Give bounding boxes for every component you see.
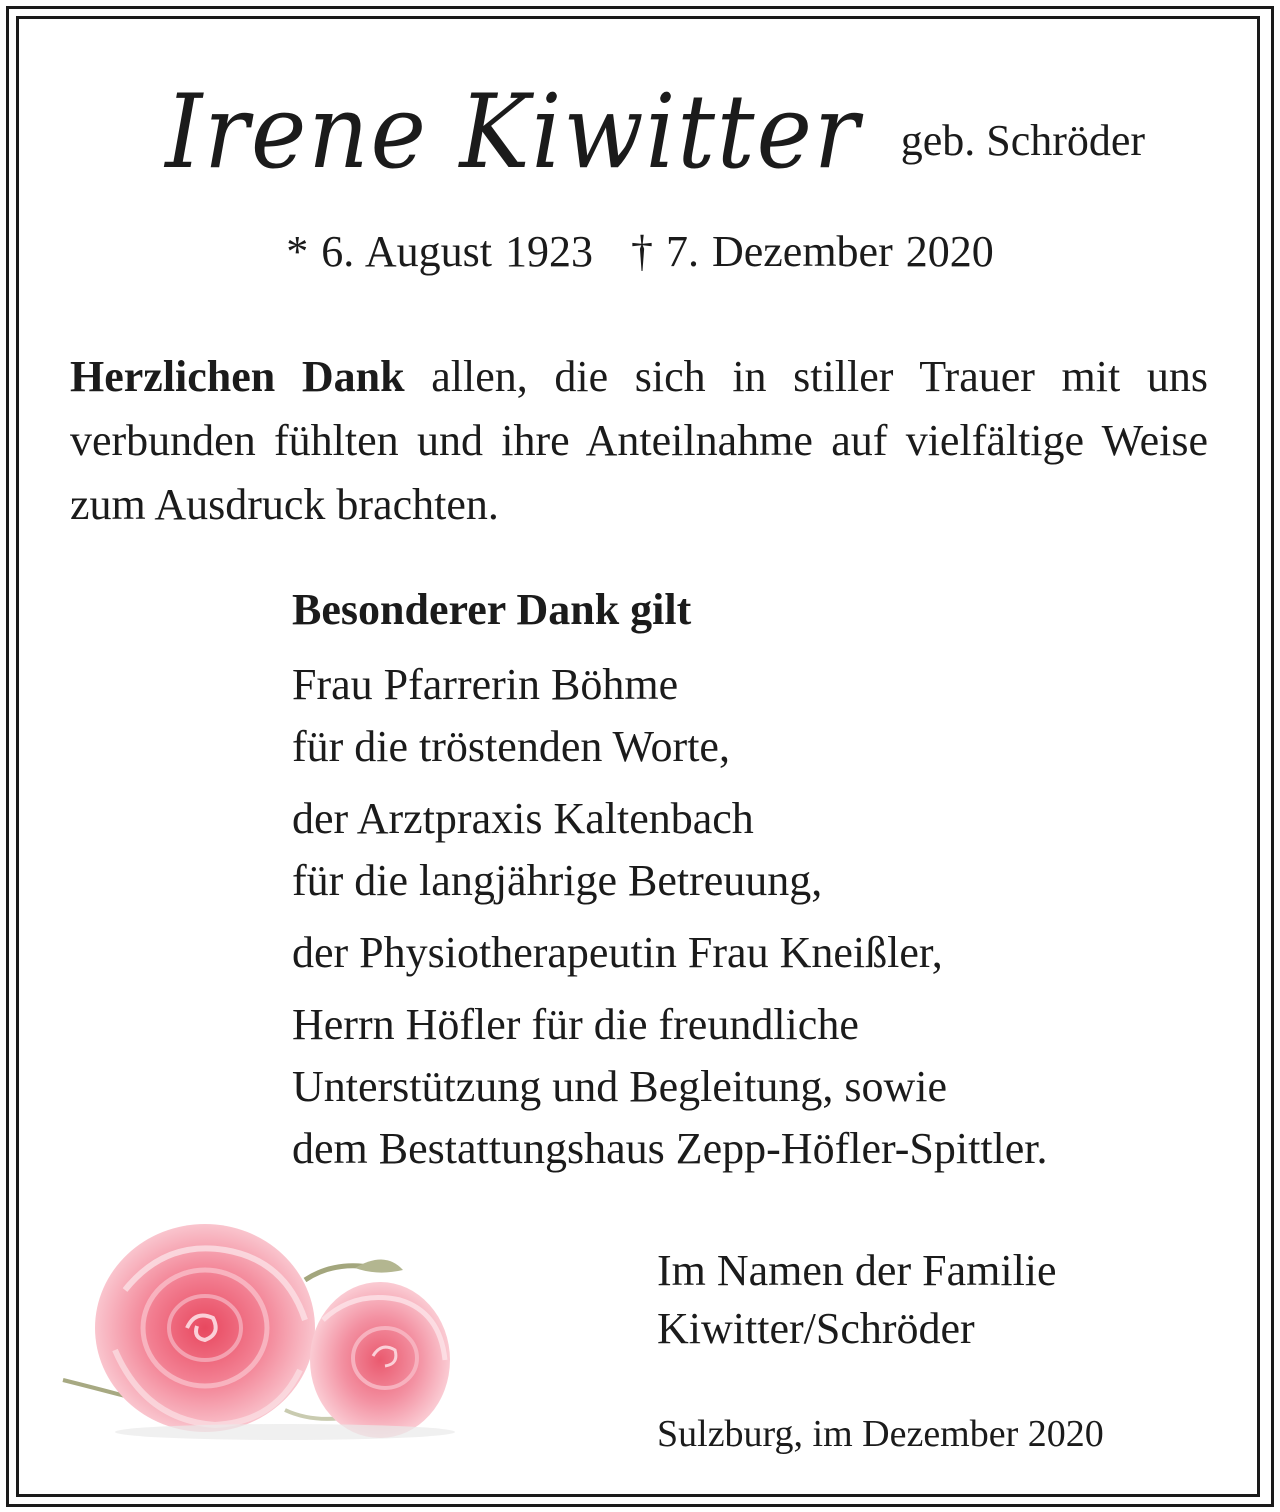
signature-line: Im Namen der Familie: [657, 1246, 1057, 1295]
deceased-name: Irene Kiwitter: [165, 73, 861, 192]
thanks-intro: Herzlichen Dank: [70, 352, 405, 401]
thanks-group-doctor: [292, 788, 1232, 912]
thanks-group-physio: [292, 922, 1232, 984]
family-name: Kiwitter/Schröder: [657, 1304, 975, 1353]
thanks-line: Herrn Höfler für die freundliche: [292, 1000, 859, 1049]
thanks-line: dem Bestattungshaus Zepp-Höfler-Spittler.: [292, 1124, 1048, 1173]
thanks-line: Unterstützung und Begleitung, sowie: [292, 1062, 948, 1111]
thanks-line: für die langjährige Betreuung,: [292, 856, 823, 905]
birth-date: * 6. August 1923: [286, 227, 593, 276]
thanks-group-funeral: [292, 994, 1232, 1180]
signature-block: [657, 1242, 1057, 1358]
thanks-group-pastor: [292, 654, 1232, 778]
thanks-line: für die tröstenden Worte,: [292, 722, 730, 771]
special-thanks: [292, 582, 1232, 1190]
thanks-line: Frau Pfarrerin Böhme: [292, 660, 679, 709]
thanks-paragraph: [70, 345, 1208, 537]
thanks-text: allen, die sich in stiller Trauer mit uns verbunden fühlten und ihre Anteilnahme auf vielfältige Weise zum Ausdruck brachten.: [70, 352, 1208, 529]
place-date: Sulzburg, im Dezember 2020: [657, 1413, 1104, 1455]
name-header: [0, 73, 1280, 192]
thanks-line: der Arztpraxis Kaltenbach: [292, 794, 754, 843]
rose-small-icon: [310, 1282, 450, 1438]
death-date: † 7. Dezember 2020: [630, 227, 994, 276]
roses-illustration: [55, 1210, 475, 1440]
maiden-name: geb. Schröder: [900, 116, 1146, 165]
thanks-line: der Physiotherapeutin Frau Kneißler,: [292, 928, 943, 977]
special-thanks-title: Besonderer Dank gilt: [292, 585, 692, 634]
leaf-icon: [355, 1259, 403, 1272]
life-dates: [0, 226, 1280, 277]
